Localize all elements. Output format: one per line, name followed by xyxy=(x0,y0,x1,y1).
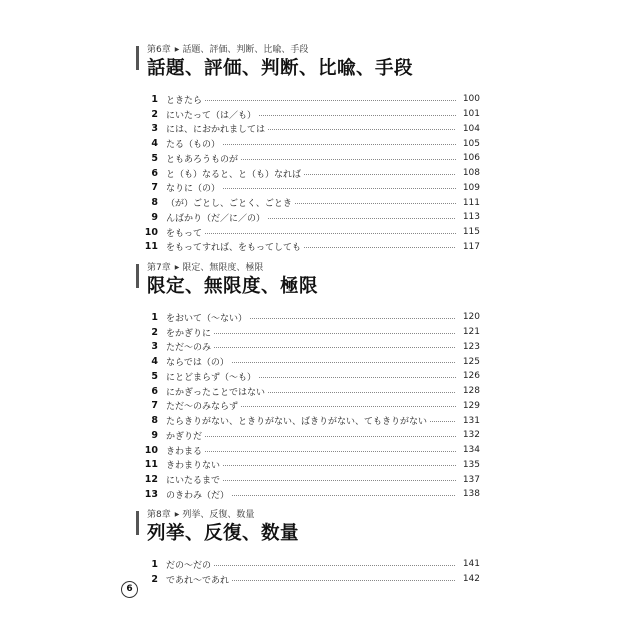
dot-leader xyxy=(232,359,456,364)
entry-text: にいたって（は／も） xyxy=(166,110,257,121)
toc-entry xyxy=(136,151,480,166)
toc-entry xyxy=(136,443,480,458)
toc-entry xyxy=(136,166,480,181)
entry-list xyxy=(136,557,480,587)
entry-page: 111 xyxy=(462,197,480,208)
dot-leader xyxy=(205,448,456,453)
entry-number: 7 xyxy=(151,182,158,194)
dot-leader xyxy=(268,126,456,131)
chapter-bar xyxy=(136,46,139,70)
dot-leader xyxy=(232,577,456,582)
entry-number: 2 xyxy=(151,108,158,120)
entry-page: 141 xyxy=(462,559,480,570)
toc-entry xyxy=(136,428,480,443)
triangle-icon: ▶ xyxy=(174,46,180,53)
entry-page: 129 xyxy=(462,400,480,411)
entry-page: 105 xyxy=(462,138,480,149)
entry-text: と（も）なると、と（も）なれば xyxy=(166,169,302,180)
chapter-header xyxy=(147,44,480,57)
entry-number: 7 xyxy=(151,400,158,412)
toc-entry xyxy=(136,369,480,384)
entry-page: 100 xyxy=(462,94,480,105)
entry-number: 2 xyxy=(151,326,158,338)
dot-leader xyxy=(268,389,456,394)
toc-entry xyxy=(136,413,480,428)
page-number: 6 xyxy=(121,581,138,598)
entry-text: ならでは（の） xyxy=(166,358,229,369)
entry-text: ただ～のみならず xyxy=(166,402,239,413)
dot-leader xyxy=(232,492,456,497)
entry-text: たる（もの） xyxy=(166,140,221,151)
entry-text: だの～だの xyxy=(166,560,212,571)
chapter-title: 限定、無限度、極限 xyxy=(147,276,319,297)
entry-number: 2 xyxy=(151,573,158,585)
toc-entry xyxy=(136,487,480,502)
entry-text: なりに（の） xyxy=(166,184,221,195)
chapter-header xyxy=(147,509,480,522)
toc-entry xyxy=(136,472,480,487)
chapter-subtitle: 限定、無限度、極限 xyxy=(182,263,264,273)
chapter-bar xyxy=(136,264,139,288)
chapter-8 xyxy=(136,509,480,586)
entry-number: 10 xyxy=(144,226,158,238)
entry-text: をもって xyxy=(166,228,203,239)
dot-leader xyxy=(223,185,456,190)
chapter-7 xyxy=(136,262,480,501)
dot-leader xyxy=(268,215,456,220)
entry-page: 106 xyxy=(462,153,480,164)
toc-entry xyxy=(136,181,480,196)
entry-number: 1 xyxy=(151,558,158,570)
chapter-label: 第7章 xyxy=(147,263,171,273)
toc-entry xyxy=(136,92,480,107)
dot-leader xyxy=(241,156,456,161)
entry-number: 1 xyxy=(151,311,158,323)
chapter-bar xyxy=(136,511,139,535)
dot-leader xyxy=(214,344,456,349)
dot-leader xyxy=(295,200,456,205)
dot-leader xyxy=(214,562,456,567)
entry-number: 9 xyxy=(151,429,158,441)
dot-leader xyxy=(205,433,456,438)
chapter-subtitle: 話題、評価、判断、比喩、手段 xyxy=(182,45,309,55)
chapter-header xyxy=(147,262,480,275)
toc-entry xyxy=(136,122,480,137)
toc-entry xyxy=(136,340,480,355)
entry-number: 10 xyxy=(144,444,158,456)
dot-leader xyxy=(259,112,456,117)
triangle-icon: ▶ xyxy=(174,511,180,518)
entry-number: 9 xyxy=(151,211,158,223)
entry-number: 11 xyxy=(144,459,158,471)
entry-text: ときたら xyxy=(166,95,203,106)
entry-page: 132 xyxy=(462,430,480,441)
entry-number: 12 xyxy=(144,474,158,486)
entry-number: 3 xyxy=(151,123,158,135)
chapter-title: 話題、評価、判断、比喩、手段 xyxy=(147,58,414,79)
entry-text: んばかり（だ／に／の） xyxy=(166,213,266,224)
entry-number: 3 xyxy=(151,341,158,353)
entry-text: にいたるまで xyxy=(166,476,221,487)
entry-text: かぎりだ xyxy=(166,431,203,442)
toc-entry xyxy=(136,310,480,325)
toc-entry xyxy=(136,325,480,340)
entry-text: ただ～のみ xyxy=(166,343,212,354)
toc-entry xyxy=(136,384,480,399)
entry-text: であれ～であれ xyxy=(166,575,230,586)
triangle-icon: ▶ xyxy=(174,264,180,271)
entry-page: 120 xyxy=(462,312,480,323)
entry-text: をもってすれば、をもってしても xyxy=(166,243,302,254)
toc-entry xyxy=(136,572,480,587)
entry-number: 11 xyxy=(144,241,158,253)
toc-entry xyxy=(136,107,480,122)
dot-leader xyxy=(205,230,456,235)
entry-page: 115 xyxy=(462,227,480,238)
chapter-6 xyxy=(136,44,480,254)
dot-leader xyxy=(304,171,456,176)
entry-number: 5 xyxy=(151,370,158,382)
entry-number: 6 xyxy=(151,385,158,397)
entry-page: 123 xyxy=(462,341,480,352)
entry-number: 1 xyxy=(151,93,158,105)
entry-text: （が）ごとし、ごとく、ごとき xyxy=(166,199,292,210)
toc-entry xyxy=(136,399,480,414)
chapter-subtitle: 列挙、反復、数量 xyxy=(182,510,255,520)
dot-leader xyxy=(223,462,456,467)
entry-page: 137 xyxy=(462,474,480,485)
dot-leader xyxy=(214,330,456,335)
entry-list xyxy=(136,92,480,254)
entry-number: 8 xyxy=(151,415,158,427)
toc-entry xyxy=(136,458,480,473)
chapter-label: 第6章 xyxy=(147,45,171,55)
entry-text: をかぎりに xyxy=(166,328,212,339)
entry-page: 108 xyxy=(462,168,480,179)
entry-number: 8 xyxy=(151,197,158,209)
entry-text: には、におかれましては xyxy=(166,125,266,136)
dot-leader xyxy=(250,315,456,320)
dot-leader xyxy=(430,418,456,423)
entry-page: 101 xyxy=(462,109,480,120)
entry-page: 113 xyxy=(462,212,480,223)
toc-entry xyxy=(136,136,480,151)
entry-text: ともあろうものが xyxy=(166,154,239,165)
entry-number: 5 xyxy=(151,152,158,164)
entry-page: 138 xyxy=(462,489,480,500)
entry-text: たらきりがない、ときりがない、ばきりがない、てもきりがない xyxy=(166,417,428,428)
dot-leader xyxy=(205,97,456,102)
entry-page: 134 xyxy=(462,445,480,456)
chapter-title: 列挙、反復、数量 xyxy=(147,523,300,544)
chapter-label: 第8章 xyxy=(147,510,171,520)
entry-text: きわまりない xyxy=(166,461,221,472)
entry-page: 109 xyxy=(462,182,480,193)
entry-page: 131 xyxy=(462,415,480,426)
entry-text: きわまる xyxy=(166,446,203,457)
entry-number: 6 xyxy=(151,167,158,179)
entry-number: 4 xyxy=(151,138,158,150)
entry-page: 135 xyxy=(462,459,480,470)
toc-entry xyxy=(136,195,480,210)
entry-page: 126 xyxy=(462,371,480,382)
entry-list xyxy=(136,310,480,502)
entry-page: 121 xyxy=(462,327,480,338)
entry-page: 128 xyxy=(462,386,480,397)
toc-entry xyxy=(136,354,480,369)
entry-number: 4 xyxy=(151,356,158,368)
entry-text: にとどまらず（～も） xyxy=(166,372,257,383)
toc-entry xyxy=(136,240,480,255)
dot-leader xyxy=(259,374,456,379)
entry-number: 13 xyxy=(144,488,158,500)
entry-page: 142 xyxy=(462,574,480,585)
toc-entry xyxy=(136,225,480,240)
entry-text: のきわみ（だ） xyxy=(166,490,230,501)
entry-text: をおいて（～ない） xyxy=(166,313,248,324)
entry-text: にかぎったことではない xyxy=(166,387,266,398)
dot-leader xyxy=(241,403,456,408)
dot-leader xyxy=(304,244,456,249)
toc-entry xyxy=(136,210,480,225)
toc-entry xyxy=(136,557,480,572)
entry-page: 117 xyxy=(462,241,480,252)
dot-leader xyxy=(223,477,456,482)
entry-page: 125 xyxy=(462,356,480,367)
dot-leader xyxy=(223,141,456,146)
entry-page: 104 xyxy=(462,123,480,134)
